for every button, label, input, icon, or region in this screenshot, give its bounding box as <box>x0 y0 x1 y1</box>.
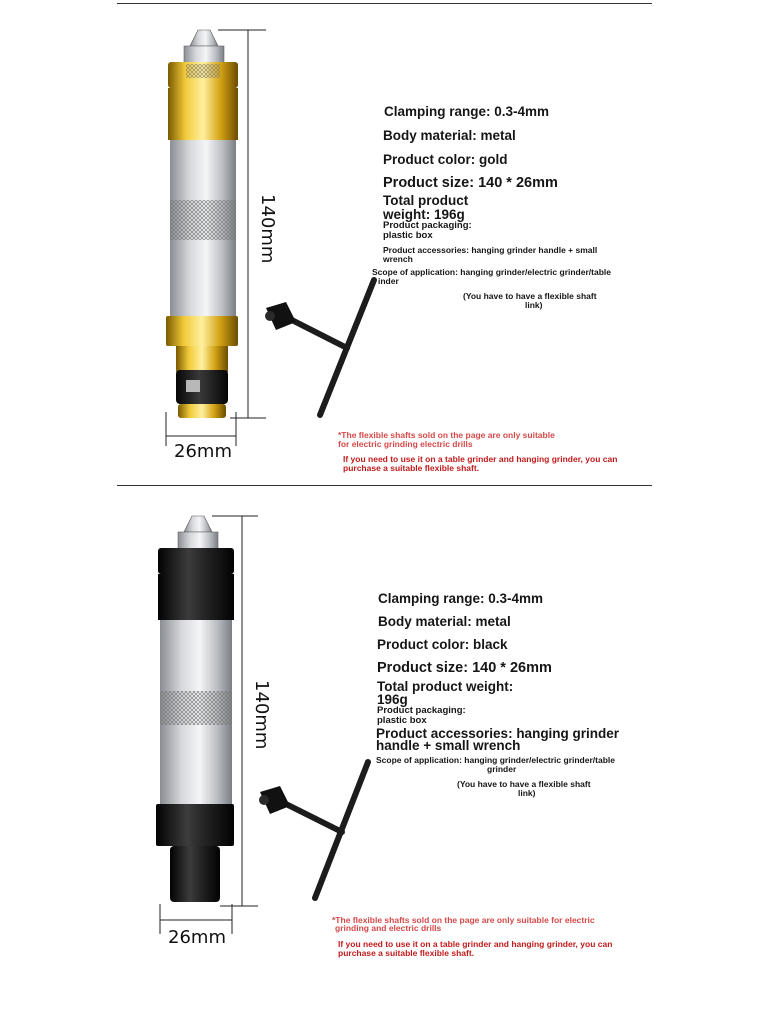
shaft-compat-note-line1: *The flexible shafts sold on the page are only suitable for electric <box>332 915 595 925</box>
purchase-note-line2: purchase a suitable flexible shaft. <box>343 463 480 473</box>
width-dimension-label: 26mm <box>168 927 226 948</box>
spec-product-size: Product size: 140 * 26mm <box>383 175 558 191</box>
shaft-compat-note-line1: *The flexible shafts sold on the page are only suitable <box>338 430 555 440</box>
spec-packaging-line2: plastic box <box>377 715 427 726</box>
spec-accessories-line2: handle + small wrench <box>376 738 521 753</box>
spec-weight-line1: Total product weight: <box>377 679 514 694</box>
spec-weight-line2: 196g <box>377 692 408 707</box>
spec-shaft-line2: link) <box>518 788 536 798</box>
shaft-compat-note-line2: for electric grinding electric drills <box>338 439 473 449</box>
length-dimension-label: 140mm <box>257 194 278 264</box>
spec-scope-line2: inder <box>378 276 399 286</box>
product-panel-gold <box>0 0 768 485</box>
width-dimension-label: 26mm <box>174 441 232 462</box>
spec-weight-line1: Total product <box>383 193 469 208</box>
spec-body-material: Body material: metal <box>383 128 516 143</box>
spec-shaft-line2: link) <box>525 300 543 310</box>
spec-scope-line1: Scope of application: hanging grinder/electric grinder/table <box>376 755 615 765</box>
spec-clamping-range: Clamping range: 0.3-4mm <box>384 104 550 119</box>
spec-body-material: Body material: metal <box>378 614 511 629</box>
spec-shaft-line1: (You have to have a flexible shaft <box>463 291 597 301</box>
spec-packaging-line1: Product packaging: <box>377 705 466 716</box>
spec-accessories-line1: Product accessories: hanging grinder <box>376 726 620 741</box>
product-panel-black <box>0 486 768 1024</box>
spec-packaging-line1: Product packaging: <box>383 220 472 231</box>
spec-packaging-line2: plastic box <box>383 230 433 241</box>
spec-scope-line2: grinder <box>487 764 517 774</box>
spec-scope-line1: Scope of application: hanging grinder/electric grinder/table <box>372 267 611 277</box>
spec-clamping-range: Clamping range: 0.3-4mm <box>378 591 544 606</box>
length-dimension-label: 140mm <box>251 680 272 750</box>
spec-shaft-line1: (You have to have a flexible shaft <box>457 779 591 789</box>
purchase-note-line1: If you need to use it on a table grinder and hanging grinder, you can <box>343 454 618 464</box>
spec-product-color: Product color: black <box>377 637 508 652</box>
spec-weight-line2: weight: 196g <box>383 207 465 222</box>
shaft-compat-note-line2: grinding and electric drills <box>335 923 442 933</box>
spec-product-color: Product color: gold <box>383 152 508 167</box>
gold-handpiece-illustration <box>0 0 768 485</box>
purchase-note-line2: purchase a suitable flexible shaft. <box>338 948 475 958</box>
spec-product-size: Product size: 140 * 26mm <box>377 660 552 676</box>
spec-accessories-line1: Product accessories: hanging grinder handle + small <box>383 245 598 255</box>
spec-accessories-line2: wrench <box>383 254 413 264</box>
purchase-note-line1: If you need to use it on a table grinder and hanging grinder, you can <box>338 939 613 949</box>
